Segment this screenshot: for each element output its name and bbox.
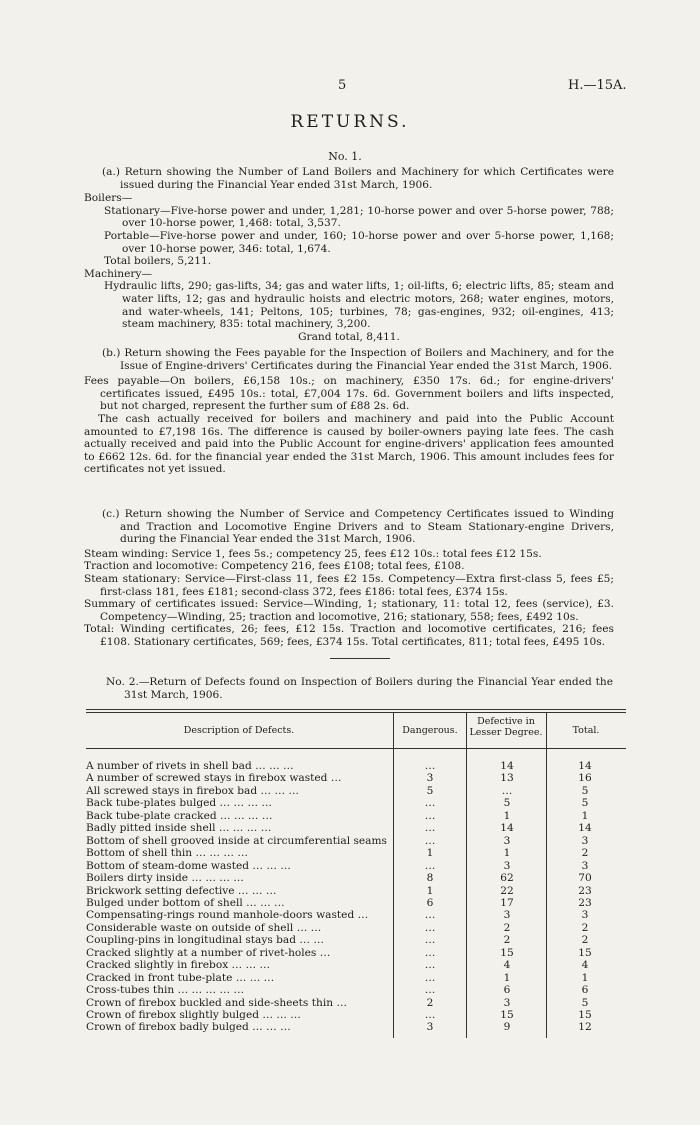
page-title: RETURNS. xyxy=(290,112,410,132)
lesser-degree-count: 5 xyxy=(503,797,511,810)
defect-description: Bulged under bottom of shell … … … xyxy=(86,896,285,909)
total-count: 70 xyxy=(578,872,592,885)
lesser-degree-count: 4 xyxy=(503,959,511,972)
defect-description: Bottom of shell grooved inside at circumferential seams xyxy=(86,834,387,847)
lesser-degree-count: 1 xyxy=(503,847,511,860)
dangerous-count: … xyxy=(424,760,436,772)
lesser-degree-count: 15 xyxy=(500,1009,514,1021)
lesser-degree-count: 2 xyxy=(503,921,511,934)
lesser-degree-count: 9 xyxy=(503,1021,511,1034)
table-row xyxy=(86,861,626,872)
defect-description: Cracked slightly at a number of rivet-holes … xyxy=(86,946,331,959)
table-row xyxy=(86,848,626,859)
portable-boilers-text: Portable—Five-horse power and under, 160; 10-horse power and over 5-horse power, 1,168; over 10-horse power, 346: total, 1,674. xyxy=(104,229,614,255)
defect-description: Crown of firebox slightly bulged … … … xyxy=(86,1009,301,1021)
dangerous-count: … xyxy=(424,822,436,835)
dangerous-count: 5 xyxy=(426,784,434,797)
table-row xyxy=(86,910,626,921)
defect-description: Considerable waste on outside of shell … … xyxy=(86,921,322,934)
table-top-rule-inner xyxy=(86,712,626,713)
lesser-degree-count: 14 xyxy=(500,760,514,772)
lesser-degree-count: 2 xyxy=(503,934,511,947)
lesser-degree-count: 15 xyxy=(500,946,514,959)
lesser-degree-count: 3 xyxy=(503,909,511,922)
section-a-heading: (a.) Return showing the Number of Land Boilers and Machinery for which Certificates were issued during the Financial Year ended 31st March, 1906. xyxy=(102,166,614,191)
column-header-description: Description of Defects. xyxy=(183,725,295,736)
total-count: 3 xyxy=(581,859,589,872)
total-count: 14 xyxy=(578,822,592,835)
defect-description: Compensating-rings round manhole-doors wasted … xyxy=(86,909,369,922)
dangerous-count: … xyxy=(424,921,436,934)
lesser-degree-count: 13 xyxy=(500,772,514,785)
column-header-dangerous: Dangerous. xyxy=(402,725,458,736)
lesser-degree-count: 14 xyxy=(500,822,514,835)
document-reference: H.—15A. xyxy=(568,78,627,93)
lesser-degree-count: 1 xyxy=(503,809,511,822)
total-count: 23 xyxy=(578,884,592,897)
defect-description: Bottom of steam-dome wasted … … … xyxy=(86,859,291,872)
table-top-rule xyxy=(86,709,626,710)
dangerous-count: 2 xyxy=(426,996,434,1009)
lesser-degree-count: 3 xyxy=(503,834,511,847)
no2-heading: No. 2.—Return of Defects found on Inspection of Boilers during the Financial Year ended the 31st March, 1906. xyxy=(106,676,613,701)
total-count: 23 xyxy=(578,896,592,909)
lesser-degree-count: 17 xyxy=(500,896,514,909)
total-count: 16 xyxy=(578,772,592,785)
column-header-lesser-degree: Defective in Lesser Degree. xyxy=(469,716,543,738)
total-count: 6 xyxy=(581,984,589,997)
table-header-rule xyxy=(86,748,626,749)
defect-description: Brickwork setting defective … … … xyxy=(86,884,277,897)
table-row xyxy=(86,1010,626,1021)
dangerous-count: … xyxy=(424,809,436,822)
dangerous-count: … xyxy=(424,946,436,959)
boilers-label: Boilers— xyxy=(84,192,133,205)
dangerous-count: 3 xyxy=(426,772,434,785)
total-count: 4 xyxy=(581,959,589,972)
total-count: 14 xyxy=(578,760,592,772)
stationary-boilers-text: Stationary—Five-horse power and under, 1,281; 10-horse power and over 5-horse power, 788; over 10-horse power, 1,468: total, 3,537. xyxy=(104,204,614,230)
steam-stationary-text: Steam stationary: Service—First-class 11, fees £2 15s. Competency—Extra first-class 5, fees £5; first-class 181, fees £181; second-class 372, fees £186: total fees, £374 15s. xyxy=(84,572,614,598)
lesser-degree-count: 6 xyxy=(503,984,511,997)
dangerous-count: … xyxy=(424,909,436,922)
table-row xyxy=(86,923,626,934)
dangerous-count: … xyxy=(424,984,436,997)
summary-text: Summary of certificates issued: Service—Winding, 1; stationary, 11: total 12, fees (service), £3. Competency—Winding, 25; traction and locomotive, 216; stationary, 558; fees, £492 10s. xyxy=(84,598,614,623)
total-count: 3 xyxy=(581,909,589,922)
total-count: 5 xyxy=(581,996,589,1009)
total-text: Total: Winding certificates, 26; fees, £12 15s. Traction and locomotive certificates, 216; fees £108. Stationary certificates, 569; fees, £374 15s. Total certificates, 811; total fees, £495 10s. xyxy=(84,623,614,648)
table-row xyxy=(86,960,626,971)
table-row xyxy=(86,973,626,984)
defect-description: Crown of firebox buckled and side-sheets thin … xyxy=(86,996,347,1009)
lesser-degree-count: … xyxy=(501,784,513,797)
table-row xyxy=(86,811,626,822)
table-row xyxy=(86,773,626,784)
total-count: 2 xyxy=(581,921,589,934)
dangerous-count: 8 xyxy=(426,872,434,885)
total-count: 2 xyxy=(581,847,589,860)
section-c-heading: (c.) Return showing the Number of Service and Competency Certificates issued to Winding and Traction and Locomotive Engine Drivers and to Steam Stationary-engine Drivers, during the Financial Year ended the 31st March, 1906. xyxy=(102,508,614,546)
table-row xyxy=(86,985,626,996)
fees-payable-text: Fees payable—On boilers, £6,158 10s.; on machinery, £350 17s. 6d.; for engine-drivers' certificates issued, £495 10s.: total, £7,004 17s. 6d. Government boilers and lifts inspected, but not charged, represent the further sum of £88 2s. 6d. xyxy=(84,375,614,413)
defect-description: Back tube-plate cracked … … … … xyxy=(86,809,273,822)
lesser-degree-count: 3 xyxy=(503,859,511,872)
machinery-label: Machinery— xyxy=(84,267,153,280)
cash-received-text: The cash actually received for boilers and machinery and paid into the Public Account amounted to £7,198 16s. The difference is caused by boiler-owners paying late fees. The cash actually received and paid into the Public Account for engine-drivers' application fees amounted to £662 12s. 6d. for the financial year ended the 31st March, 1906. This amount includes fees for certificates not yet issued. xyxy=(84,412,614,476)
lesser-degree-count: 22 xyxy=(500,884,514,897)
total-count: 2 xyxy=(581,934,589,947)
total-count: 15 xyxy=(578,1009,592,1021)
column-header-total: Total. xyxy=(572,725,600,736)
defect-description: Badly pitted inside shell … … … … xyxy=(86,822,272,835)
defect-description: Cross-tubes thin … … … … … xyxy=(86,984,245,997)
table-row xyxy=(86,898,626,909)
table-row xyxy=(86,761,626,772)
defect-description: A number of screwed stays in firebox wasted … xyxy=(86,772,342,785)
total-count: 15 xyxy=(578,946,592,959)
return-number-label: No. 1. xyxy=(328,150,362,163)
dangerous-count: 6 xyxy=(426,896,434,909)
total-boilers-text: Total boilers, 5,211. xyxy=(104,255,212,268)
defect-description: Crown of firebox badly bulged … … … xyxy=(86,1021,291,1034)
table-row xyxy=(86,935,626,946)
lesser-degree-count: 1 xyxy=(503,971,511,984)
no2-heading-block xyxy=(88,676,613,701)
table-row xyxy=(86,798,626,809)
defect-description: All screwed stays in firebox bad … … … xyxy=(86,784,300,797)
lesser-degree-count: 62 xyxy=(500,872,514,885)
defect-description: Boilers dirty inside … … … … xyxy=(86,872,244,885)
dangerous-count: 3 xyxy=(426,1021,434,1034)
lesser-degree-count: 3 xyxy=(503,996,511,1009)
total-count: 1 xyxy=(581,809,589,822)
table-row xyxy=(86,873,626,884)
section-b xyxy=(84,347,614,476)
dangerous-count: … xyxy=(424,1009,436,1021)
section-a xyxy=(84,166,614,343)
grand-total-text: Grand total, 8,411. xyxy=(298,330,400,343)
defect-description: A number of rivets in shell bad … … … xyxy=(86,760,294,772)
defect-description: Back tube-plates bulged … … … … xyxy=(86,797,273,810)
dangerous-count: … xyxy=(424,934,436,947)
defect-description: Bottom of shell thin … … … … xyxy=(86,847,248,860)
table-row xyxy=(86,948,626,959)
dangerous-count: … xyxy=(424,959,436,972)
table-row xyxy=(86,836,626,847)
total-count: 3 xyxy=(581,834,589,847)
table-row xyxy=(86,823,626,834)
table-row xyxy=(86,1022,626,1033)
dangerous-count: 1 xyxy=(426,847,434,860)
dangerous-count: … xyxy=(424,859,436,872)
defect-description: Cracked in front tube-plate … … … xyxy=(86,971,275,984)
section-c xyxy=(84,508,614,649)
defect-description: Coupling-pins in longitudinal stays bad … … xyxy=(86,934,324,947)
table-row xyxy=(86,998,626,1009)
table-row xyxy=(86,886,626,897)
page-number: 5 xyxy=(338,78,347,93)
dangerous-count: 1 xyxy=(426,884,434,897)
dangerous-count: … xyxy=(424,971,436,984)
total-count: 12 xyxy=(578,1021,592,1034)
traction-text: Traction and locomotive: Competency 216, fees £108; total fees, £108. xyxy=(84,560,465,573)
table-row xyxy=(86,786,626,797)
dangerous-count: … xyxy=(424,797,436,810)
defect-description: Cracked slightly in firebox … … … xyxy=(86,959,271,972)
total-count: 5 xyxy=(581,797,589,810)
section-b-heading: (b.) Return showing the Fees payable for the Inspection of Boilers and Machinery, and for the Issue of Engine-drivers' Certificates during the Financial Year ended the 31st March, 1906. xyxy=(102,347,614,372)
total-count: 5 xyxy=(581,784,589,797)
dangerous-count: … xyxy=(424,834,436,847)
machinery-text: Hydraulic lifts, 290; gas-lifts, 34; gas and water lifts, 1; oil-lifts, 6; electric lifts, 85; steam and water lifts, 12; gas and hydraulic hoists and electric motors, 268; water engines, motors, and water-wheels, 141; Peltons, 105; turbines, 78; gas-engines, 932; oil-engines, 413; steam machinery, 835: total machinery, 3,200. xyxy=(104,280,614,331)
steam-winding-text: Steam winding: Service 1, fees 5s.; competency 25, fees £12 10s.: total fees £12 15s. xyxy=(84,547,542,560)
section-divider xyxy=(330,658,390,659)
total-count: 1 xyxy=(581,971,589,984)
